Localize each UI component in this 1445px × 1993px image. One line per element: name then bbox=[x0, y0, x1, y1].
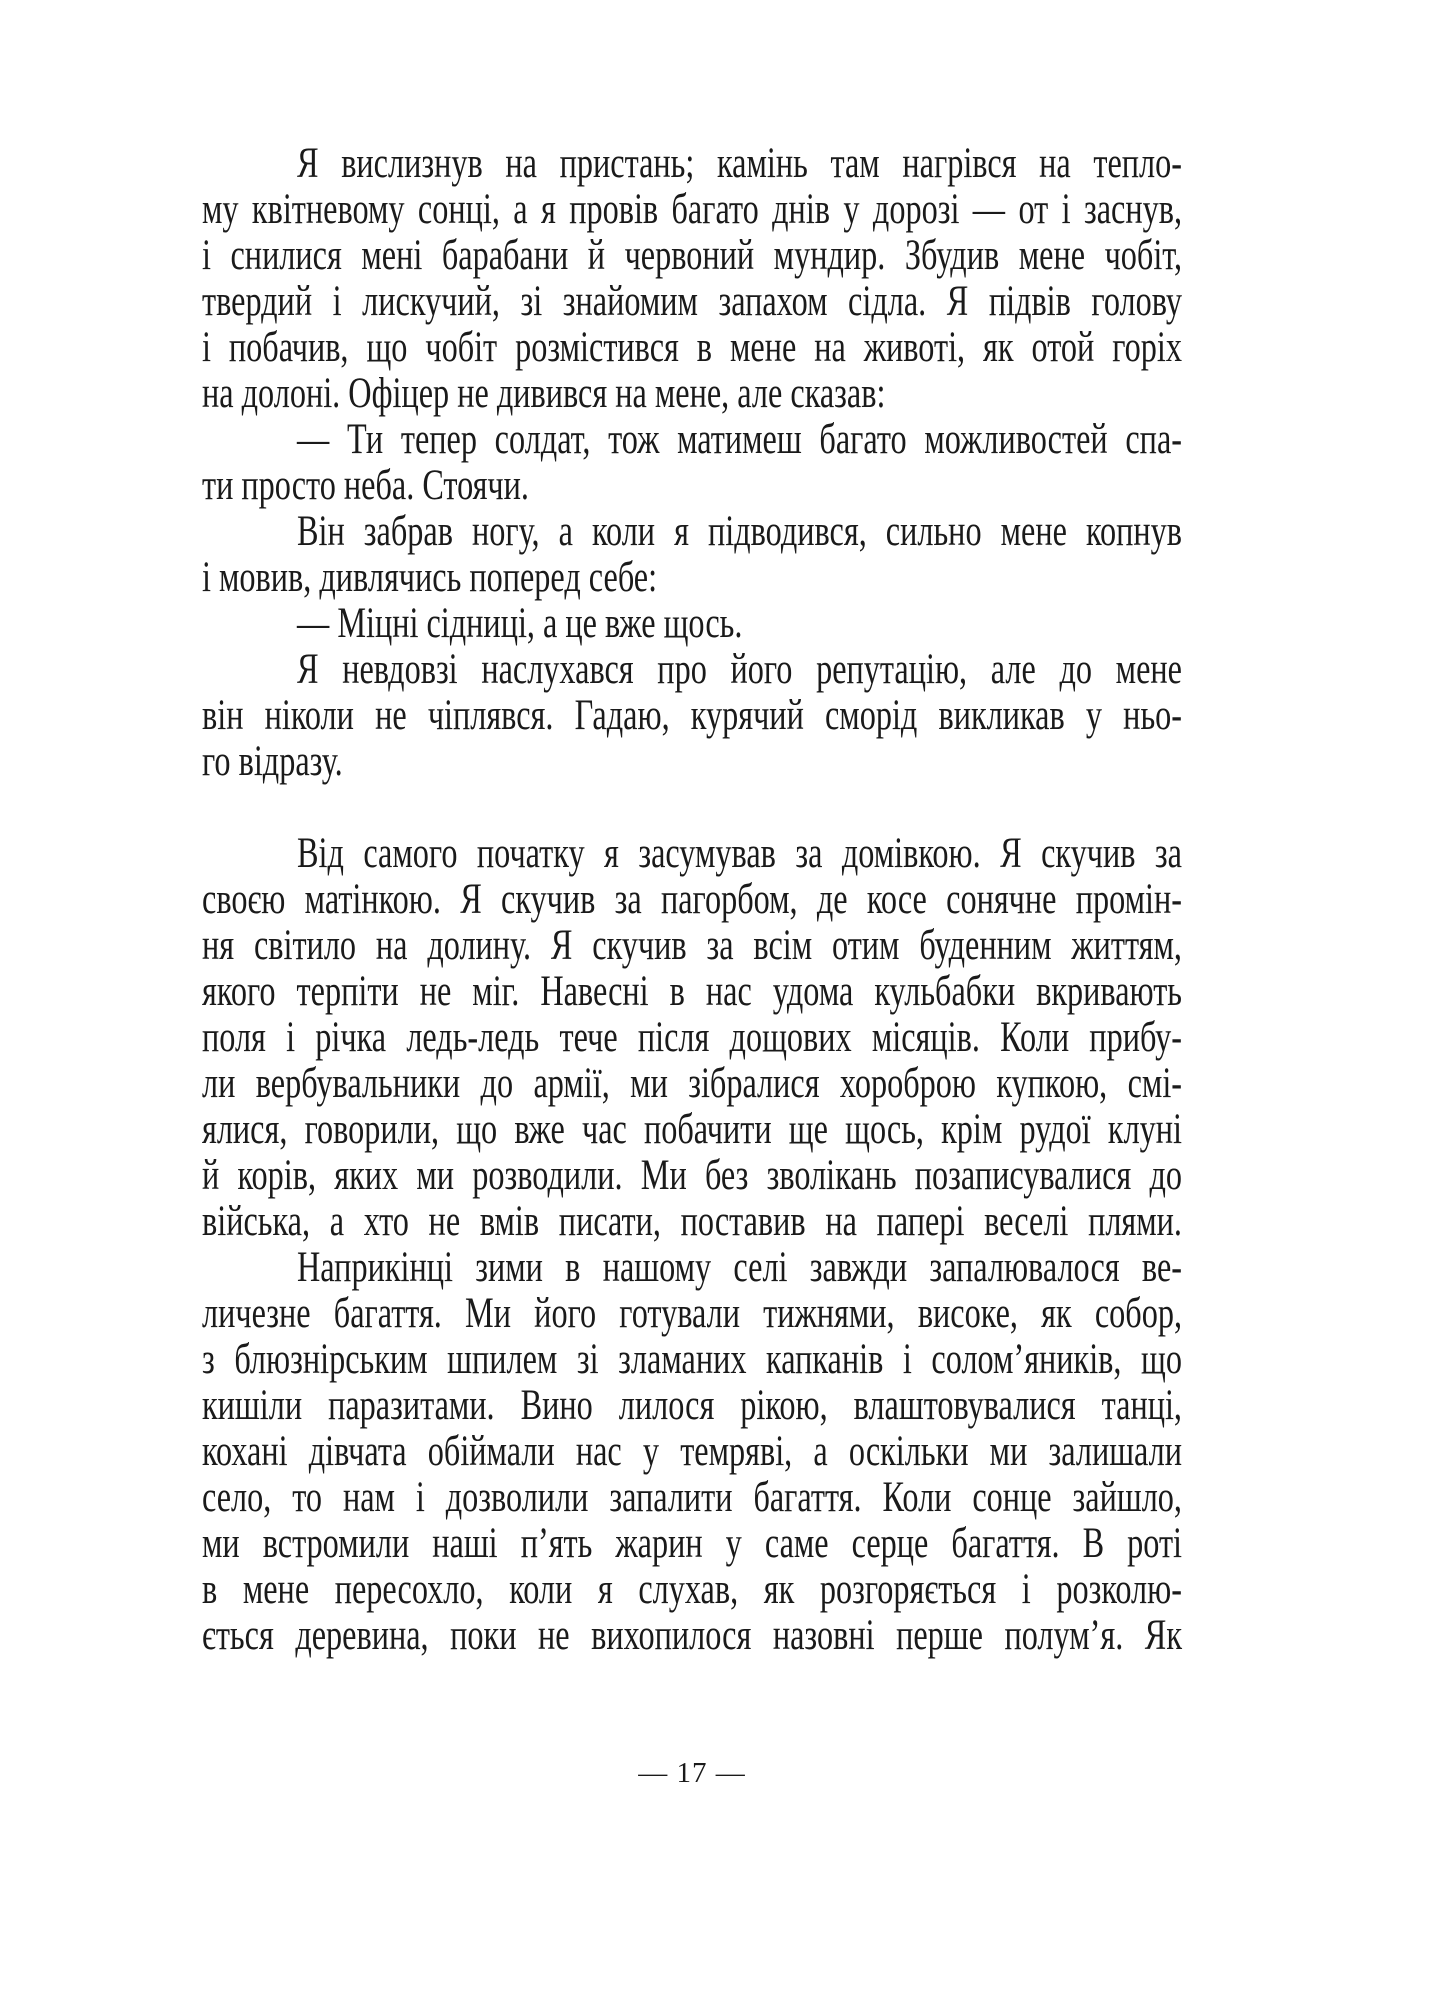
text-line-content: Я невдовзі наслухався про його репутацію, але до мене bbox=[297, 646, 1182, 693]
text-line bbox=[202, 739, 1182, 785]
paragraph-dialogue-2 bbox=[202, 601, 1182, 647]
text-line-content: і снилися мені барабани й червоний мундир. Збудив мене чобіт, bbox=[202, 232, 1183, 279]
text-line-content: ми встромили наші п’ять жарин у саме серце багаття. В роті bbox=[202, 1520, 1183, 1567]
text-line bbox=[202, 693, 1182, 739]
text-line-content: своєю матінкою. Я скучив за пагорбом, де косе сонячне промін- bbox=[202, 876, 1183, 923]
text-line-content: ється деревина, поки не вихопилося назовні перше полум’я. Як bbox=[202, 1612, 1182, 1659]
text-line-content: з блюзнірським шпилем зі зламаних капканів і солом’яників, що bbox=[202, 1336, 1183, 1383]
text-line bbox=[202, 1567, 1182, 1613]
text-line bbox=[202, 1475, 1182, 1521]
text-line-content: го відразу. bbox=[202, 738, 343, 785]
text-line-content: і побачив, що чобіт розмістився в мене на животі, як отой горіх bbox=[202, 324, 1182, 371]
text-line bbox=[202, 1521, 1182, 1567]
text-line bbox=[202, 1245, 1182, 1291]
text-line-content: кохані дівчата обіймали нас у темряві, а оскільки ми залишали bbox=[202, 1428, 1182, 1475]
paragraph-4 bbox=[202, 831, 1182, 1245]
text-line bbox=[202, 1383, 1182, 1429]
text-line bbox=[202, 969, 1182, 1015]
text-line-content: Я вислизнув на пристань; камінь там нагрівся на тепло- bbox=[297, 140, 1183, 187]
text-line-content: на долоні. Офіцер не дивився на мене, але сказав: bbox=[202, 370, 886, 417]
text-block bbox=[202, 141, 1182, 1659]
text-line bbox=[202, 1015, 1182, 1061]
page-number-text: — 17 — bbox=[638, 1757, 746, 1789]
text-line bbox=[202, 141, 1182, 187]
text-line bbox=[202, 877, 1182, 923]
text-line bbox=[202, 463, 1182, 509]
text-line bbox=[202, 831, 1182, 877]
text-line bbox=[202, 601, 1182, 647]
text-line bbox=[202, 923, 1182, 969]
text-line-content: якого терпіти не міг. Навесні в нас удома кульбабки вкривають bbox=[202, 968, 1183, 1015]
text-line-content: — Міцні сідниці, а це вже щось. bbox=[297, 600, 743, 647]
paragraph-3 bbox=[202, 647, 1182, 785]
text-line bbox=[202, 647, 1182, 693]
text-line bbox=[202, 1199, 1182, 1245]
text-line-content: Від самого початку я засумував за домівкою. Я скучив за bbox=[297, 830, 1182, 877]
text-line bbox=[202, 279, 1182, 325]
text-line-content: війська, а хто не вмів писати, поставив на папері веселі плями. bbox=[202, 1198, 1182, 1245]
text-line-content: личезне багаття. Ми його готували тижнями, високе, як собор, bbox=[202, 1290, 1183, 1337]
text-line-content: — Ти тепер солдат, тож матимеш багато можливостей спа- bbox=[297, 416, 1182, 463]
text-line-content: і мовив, дивлячись поперед себе: bbox=[202, 554, 658, 601]
text-line-content: ти просто неба. Стоячи. bbox=[202, 462, 529, 509]
paragraph-1 bbox=[202, 141, 1182, 417]
text-line-content: ня світило на долину. Я скучив за всім отим буденним життям, bbox=[202, 922, 1182, 969]
text-line bbox=[202, 509, 1182, 555]
text-line-content: він ніколи не чіплявся. Гадаю, курячий сморід викликав у ньо- bbox=[202, 692, 1183, 739]
paragraph-dialogue-1 bbox=[202, 417, 1182, 509]
text-line bbox=[202, 325, 1182, 371]
text-line-content: поля і річка ледь-ледь тече після дощових місяців. Коли прибу- bbox=[202, 1014, 1183, 1061]
text-line bbox=[202, 371, 1182, 417]
paragraph-5 bbox=[202, 1245, 1182, 1659]
text-line bbox=[202, 233, 1182, 279]
text-line-content: ли вербувальники до армії, ми зібралися хороброю купкою, смі- bbox=[202, 1060, 1183, 1107]
paragraph-2 bbox=[202, 509, 1182, 601]
text-line-content: ялися, говорили, що вже час побачити ще щось, крім рудої клуні bbox=[202, 1106, 1183, 1153]
text-line bbox=[202, 417, 1182, 463]
text-line-content: в мене пересохло, коли я слухав, як розгоряється і розколю- bbox=[202, 1566, 1182, 1613]
text-line-content: Він забрав ногу, а коли я підводився, сильно мене копнув bbox=[297, 508, 1183, 555]
text-line-content: Наприкінці зими в нашому селі завжди запалювалося ве- bbox=[297, 1244, 1183, 1291]
text-line bbox=[202, 1429, 1182, 1475]
text-line bbox=[202, 1061, 1182, 1107]
text-line-content: твердий і лискучий, зі знайомим запахом сідла. Я підвів голову bbox=[202, 278, 1183, 325]
page-number bbox=[202, 1750, 1182, 1796]
text-line bbox=[202, 555, 1182, 601]
text-line-content: село, то нам і дозволили запалити багаття. Коли сонце зайшло, bbox=[202, 1474, 1182, 1521]
text-line bbox=[202, 1291, 1182, 1337]
text-line bbox=[202, 1337, 1182, 1383]
text-line bbox=[202, 1153, 1182, 1199]
text-line bbox=[202, 1613, 1182, 1659]
text-line bbox=[202, 1107, 1182, 1153]
text-line bbox=[202, 187, 1182, 233]
text-line-content: кишіли паразитами. Вино лилося рікою, влаштовувалися танці, bbox=[202, 1382, 1182, 1429]
text-line-content: му квітневому сонці, а я провів багато днів у дорозі — от і заснув, bbox=[202, 186, 1183, 233]
text-line-content: й корів, яких ми розводили. Ми без зволікань позаписувалися до bbox=[202, 1152, 1183, 1199]
